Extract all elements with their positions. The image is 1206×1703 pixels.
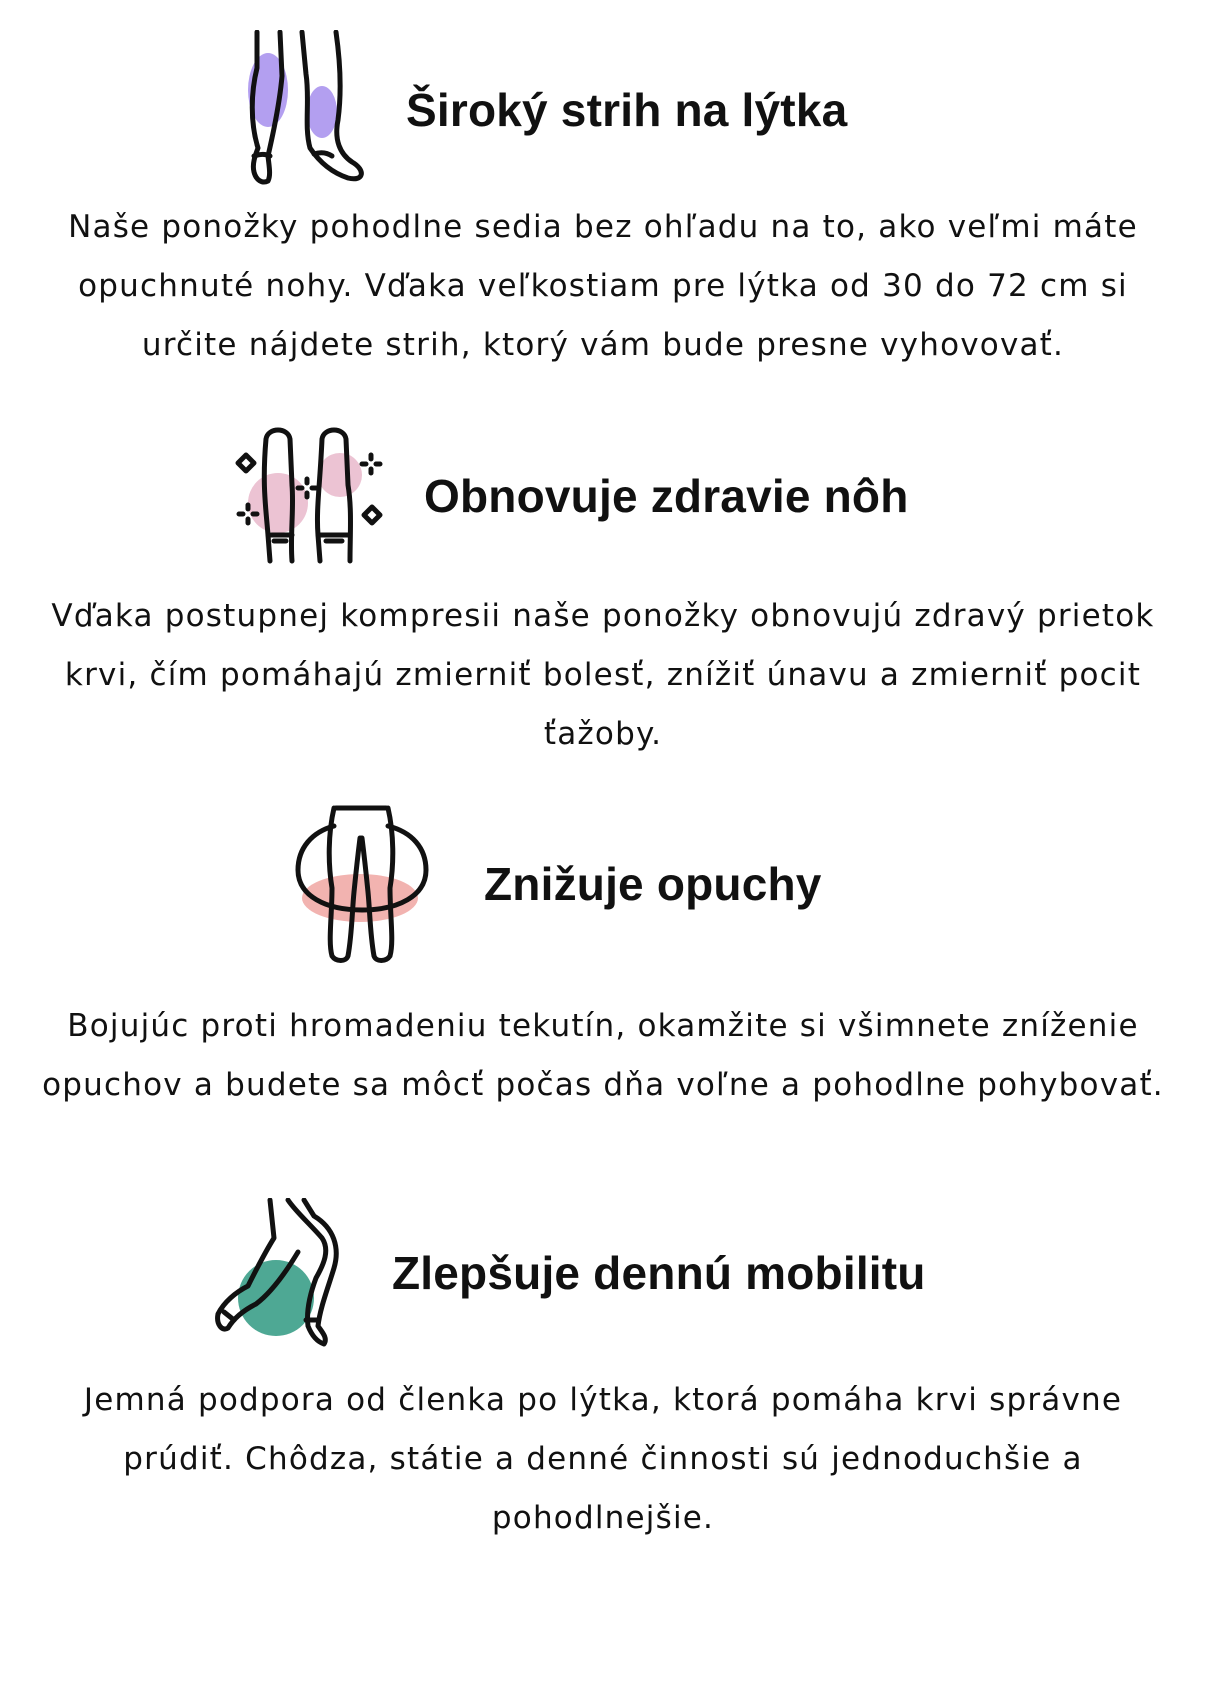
feature-3-title: Znižuje opuchy xyxy=(484,858,822,910)
feature-3-header xyxy=(292,804,822,964)
swelling-legs-icon xyxy=(292,804,432,964)
feature-1-title: Široký strih na lýtka xyxy=(406,84,848,136)
feature-4-title: Zlepšuje dennú mobilitu xyxy=(392,1247,926,1299)
feature-1-text: Naše ponožky pohodlne sedia bez ohľadu na to, ako veľmi máte opuchnuté nohy. Vďaka veľkostiam pre lýtka od 30 do 72 cm si určite nájdete strih, ktorý vám bude presne vyhovovať. xyxy=(68,209,1138,363)
feature-1-header xyxy=(240,30,847,190)
feature-2-title: Obnovuje zdravie nôh xyxy=(424,470,909,522)
calf-legs-icon xyxy=(240,30,380,190)
feature-2-text: Vďaka postupnej kompresii naše ponožky obnovujú zdravý prietok krvi, čím pomáhajú zmierniť bolesť, znížiť únavu a zmierniť pocit ťažoby. xyxy=(51,598,1155,752)
walking-legs-icon xyxy=(214,1198,344,1348)
feature-4-header xyxy=(214,1198,926,1348)
sparkle-legs-icon xyxy=(234,425,394,567)
feature-3-text: Bojujúc proti hromadeniu tekutín, okamžite si všimnete zníženie opuchov a budete sa môcť počas dňa voľne a pohodlne pohybovať. xyxy=(42,1008,1164,1103)
feature-4-text: Jemná podpora od členka po lýtka, ktorá pomáha krvi správne prúdiť. Chôdza, státie a denné činnosti sú jednoduchšie a pohodlnejšie. xyxy=(83,1382,1123,1536)
feature-2-header xyxy=(234,425,909,567)
